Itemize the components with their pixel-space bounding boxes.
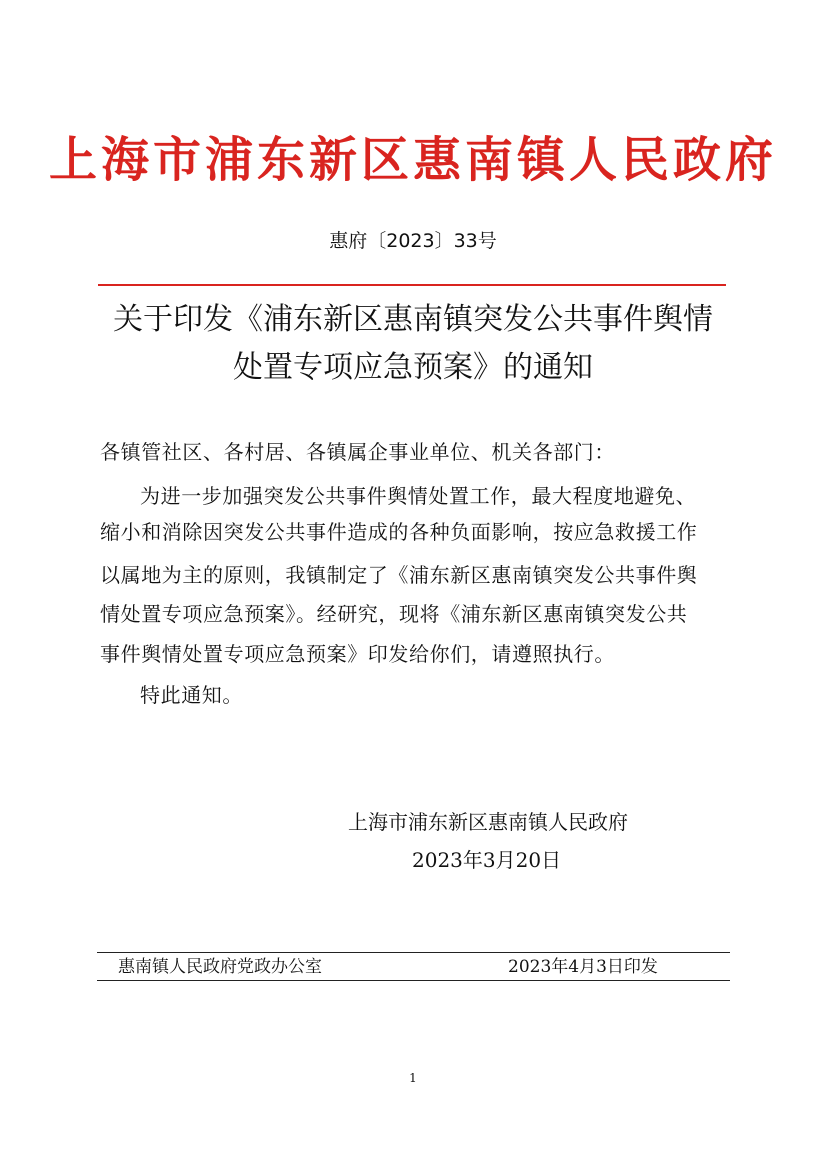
salutation: 各镇管社区、各村居、各镇属企事业单位、机关各部门： bbox=[100, 440, 615, 464]
body-line: 为进一步加强突发公共事件舆情处置工作，最大程度地避免、 bbox=[140, 484, 697, 508]
body-line: 以属地为主的原则，我镇制定了《浦东新区惠南镇突发公共事件舆 bbox=[100, 563, 698, 587]
document-number: 惠府〔2023〕33号 bbox=[329, 230, 497, 252]
footer-print-date: 2023年4月3日印发 bbox=[508, 957, 658, 977]
signature-date: 2023年3月20日 bbox=[412, 848, 562, 872]
footer-office: 惠南镇人民政府党政办公室 bbox=[118, 957, 322, 977]
signature-organization: 上海市浦东新区惠南镇人民政府 bbox=[348, 810, 628, 834]
footer-bottom-rule bbox=[97, 980, 730, 981]
footer-top-rule bbox=[97, 952, 730, 953]
closing-line: 特此通知。 bbox=[140, 683, 243, 707]
body-line: 事件舆情处置专项应急预案》印发给你们，请遵照执行。 bbox=[100, 642, 615, 666]
red-header-rule bbox=[98, 284, 726, 286]
notice-title-line-1: 关于印发《浦东新区惠南镇突发公共事件舆情 bbox=[113, 302, 713, 337]
body-line: 情处置专项应急预案》。经研究，现将《浦东新区惠南镇突发公共 bbox=[100, 602, 688, 626]
header-title: 上海市浦东新区惠南镇人民政府 bbox=[48, 132, 777, 188]
body-line: 缩小和消除因突发公共事件造成的各种负面影响，按应急救援工作 bbox=[100, 520, 698, 544]
page-number: 1 bbox=[409, 1071, 417, 1085]
notice-title-line-2: 处置专项应急预案》的通知 bbox=[233, 350, 593, 385]
